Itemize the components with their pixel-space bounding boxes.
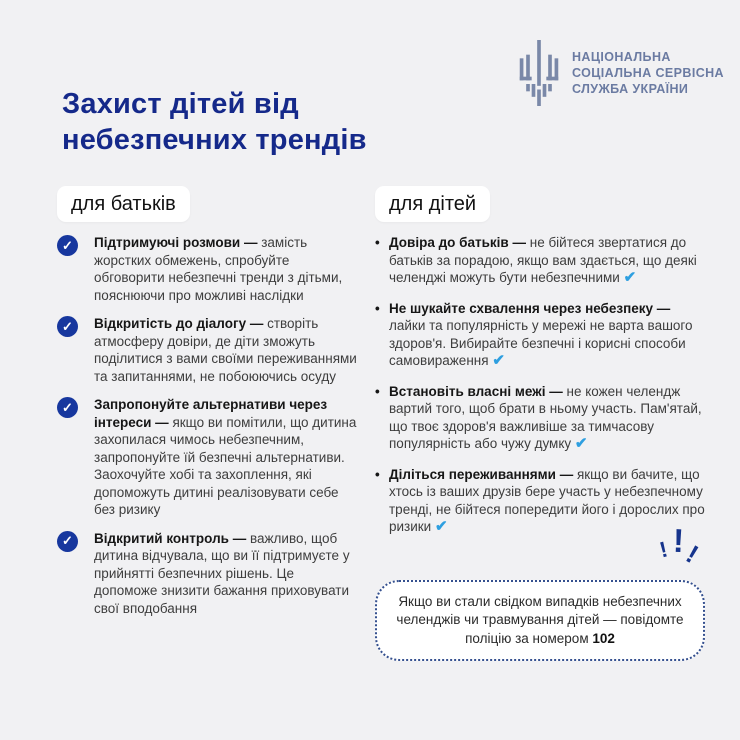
- org-name-line: НАЦІОНАЛЬНА: [572, 50, 671, 64]
- parents-item-text: [94, 234, 357, 304]
- page-title-line1: Захист дітей від: [62, 88, 299, 120]
- exclamation-icon: !: [656, 535, 671, 563]
- parents-column: [57, 186, 357, 628]
- item-body: лайки та популярність у мережі не варта вашого здоров'я. Вибирайте безпечні і корисні способи самовираження: [389, 318, 693, 368]
- item-lead: Запропонуйте альтернативи через інтереси —: [94, 397, 328, 430]
- item-lead: Встановіть власні межі —: [389, 383, 563, 399]
- bullet-dot-icon: •: [375, 235, 380, 250]
- item-body: якщо ви помітили, що дитина захопилася чимось небезпечним, запропонуйте їй безпечні альтернативи. Заохочуйте хобі та захоплення, які допоможуть дитині реалізовувати себе без ризику: [94, 414, 357, 517]
- parents-item-text: [94, 315, 357, 385]
- item-lead: Довіра до батьків —: [389, 235, 526, 250]
- exclamation-decoration: [656, 521, 704, 569]
- tryzub-logo-icon: [516, 40, 562, 106]
- item-body: не бійтеся звертатися до батьків за порадою, якщо вам здається, що деякі челенджі можуть бути небезпечними: [389, 235, 697, 285]
- item-lead: Відкритість до діалогу —: [94, 316, 264, 331]
- children-column: [375, 186, 705, 661]
- item-lead: Підтримуючі розмови —: [94, 235, 258, 250]
- children-list-item: [375, 234, 705, 287]
- children-item-text: [389, 383, 705, 453]
- children-column-header: для дітей: [375, 186, 490, 222]
- children-item-text: [389, 300, 705, 370]
- item-body: не кожен челендж вартий того, щоб брати в ньому участь. Пам'ятай, що твоє здоров'я важливіше за тимчасову популярність або чужу думку: [389, 383, 702, 451]
- item-lead: Діліться переживаннями —: [389, 466, 574, 482]
- parents-item-text: [94, 530, 357, 618]
- police-notice-box: [375, 580, 705, 662]
- notice-text: Якщо ви стали свідком випадків небезпечних челенджів чи травмування дітей — повідомте поліцію за номером: [396, 593, 684, 646]
- org-logo: [516, 40, 724, 106]
- blue-check-icon: ✔: [435, 518, 448, 535]
- item-lead: Не шукайте схвалення через небезпеку —: [389, 300, 671, 316]
- page-title: [62, 86, 367, 158]
- org-name: [572, 49, 724, 97]
- children-list-item: [375, 300, 705, 370]
- parents-list-item: [57, 530, 357, 618]
- check-glyph: ✓: [62, 318, 73, 334]
- org-name-line: СЛУЖБА УКРАЇНИ: [572, 82, 689, 96]
- children-list-item: [375, 383, 705, 453]
- check-circle-icon: [57, 531, 78, 552]
- check-circle-icon: [57, 316, 78, 337]
- parents-list-item: [57, 315, 357, 385]
- children-item-text: [389, 234, 705, 287]
- item-body: створіть атмосферу довіри, де діти зможуть поділитися з вами своїми переживаннями та запитаннями, не побоюючись осуду: [94, 316, 357, 384]
- parents-list-item: [57, 234, 357, 304]
- bullet-dot-icon: •: [375, 383, 380, 399]
- notice-wrap: [375, 521, 705, 662]
- police-number: 102: [592, 630, 615, 646]
- blue-check-icon: ✔: [574, 435, 588, 452]
- parents-item-text: [94, 396, 357, 519]
- check-circle-icon: [57, 235, 78, 256]
- children-item-text: [389, 466, 705, 536]
- children-list-item: [375, 466, 705, 536]
- parents-column-header: для батьків: [57, 186, 190, 222]
- check-glyph: ✓: [62, 237, 73, 253]
- exclamation-icon: !: [672, 521, 685, 559]
- check-glyph: ✓: [62, 533, 73, 549]
- item-body: важливо, щоб дитина відчувала, що ви її підтримуєте у прийнятті безпечних рішень. Це допоможе знизити бажання приховувати свої вподобання: [94, 530, 350, 616]
- blue-check-icon: ✔: [623, 269, 637, 286]
- page-title-line2: небезпечних трендів: [62, 124, 367, 156]
- bullet-dot-icon: •: [375, 300, 380, 316]
- item-body: якщо ви бачите, що хтось із ваших друзів бере участь у небезпечному тренді, не бійтеся попередити його і дорослих про ризики: [389, 466, 705, 534]
- check-glyph: ✓: [62, 399, 73, 415]
- item-lead: Відкритий контроль —: [94, 530, 247, 546]
- check-circle-icon: [57, 397, 78, 418]
- org-name-line: СОЦІАЛЬНА СЕРВІСНА: [572, 66, 724, 80]
- exclamation-icon: !: [681, 538, 704, 569]
- item-body: замість жорстких обмежень, спробуйте обговорити небезпечні тренди з дітьми, пояснюючи про можливі наслідки: [94, 235, 343, 303]
- parents-list-item: [57, 396, 357, 519]
- bullet-dot-icon: •: [375, 466, 380, 482]
- blue-check-icon: ✔: [492, 352, 505, 369]
